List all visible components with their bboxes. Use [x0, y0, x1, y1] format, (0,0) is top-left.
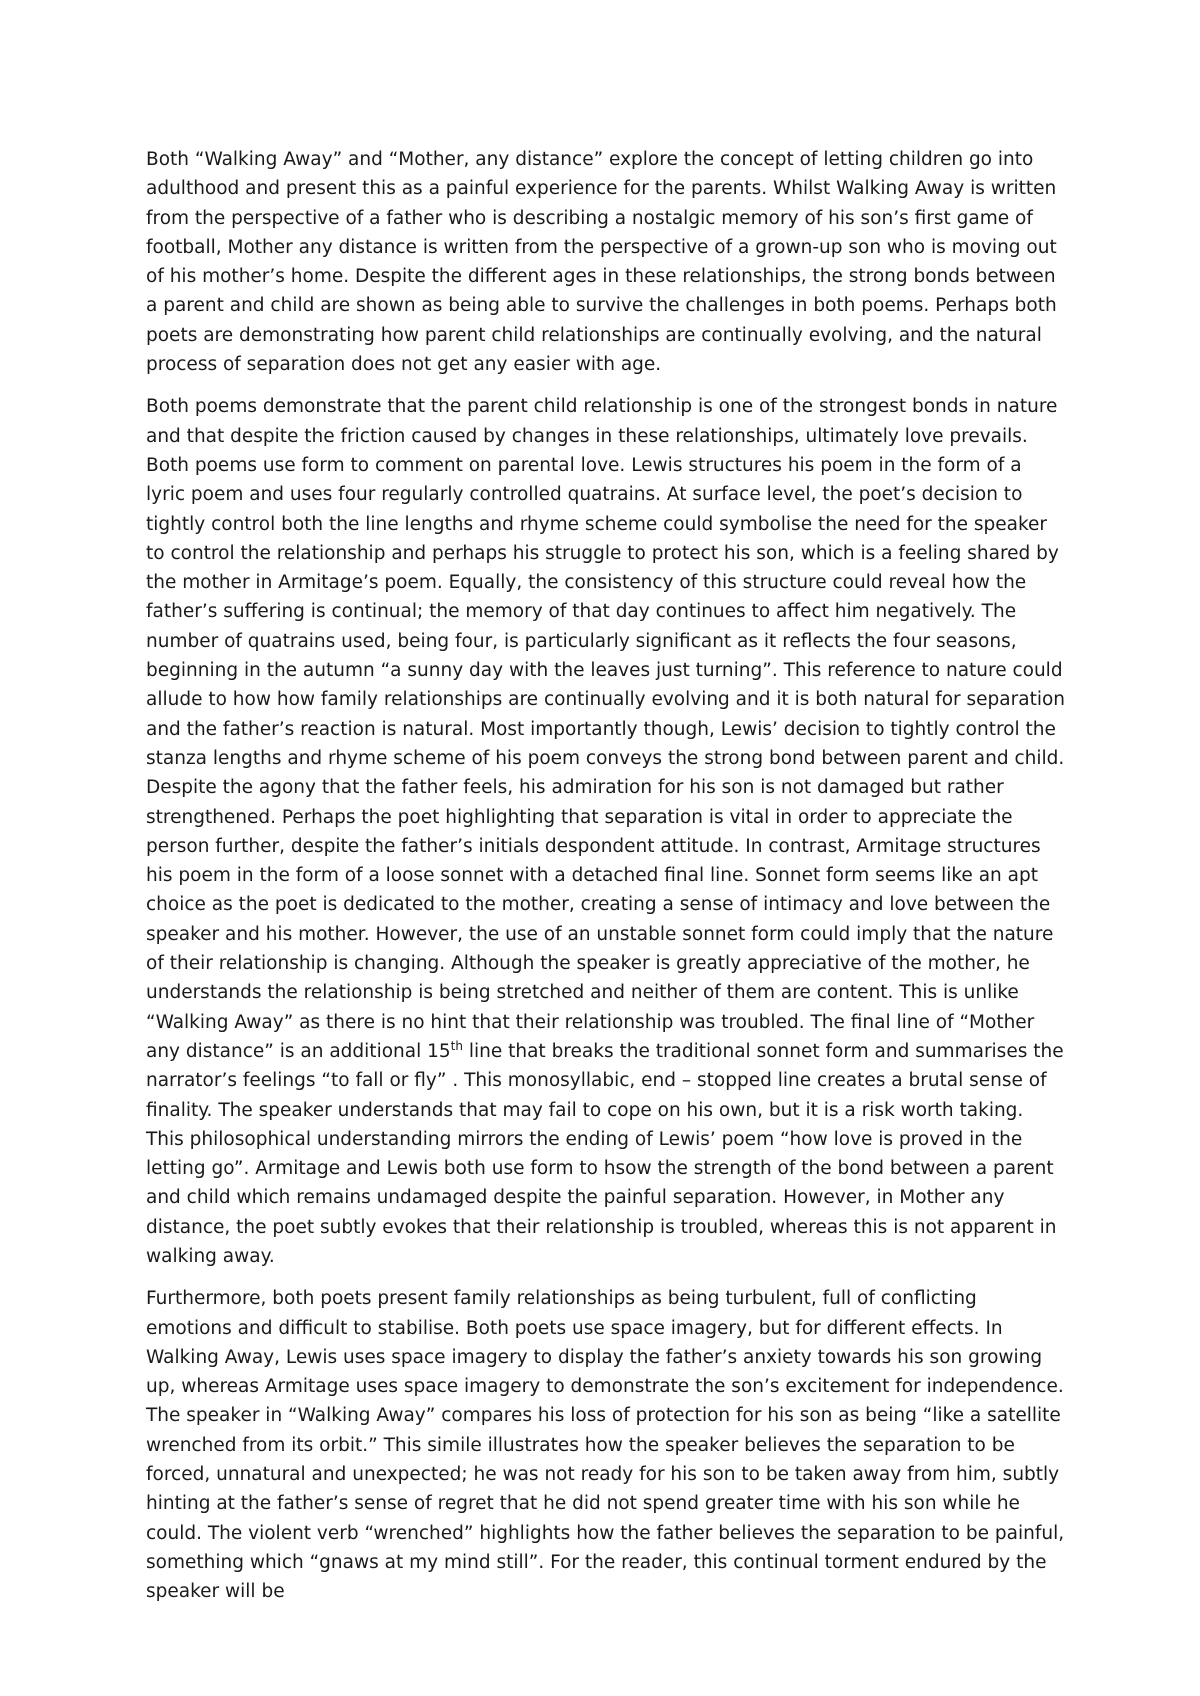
paragraph-space-imagery: Furthermore, both poets present family relationships as being turbulent, full of conflicting emotions and difficult to stabilise. Both poets use space imagery, but for different effects. In Walking Away, Lewis uses space imagery to display the father’s anxiety towards his son growing up, whereas Armitage uses space imagery to demonstrate the son’s excitement for independence. The speaker in “Walking Away” compares his loss of protection for his son as being “like a satellite wrenched from its orbit.” This simile illustrates how the speaker believes the separation to be forced, unnatural and unexpected; he was not ready for his son to be taken away from him, subtly hinting at the father’s sense of regret that he did not spend greater time with his son while he could. The violent verb “wrenched” highlights how the father believes the separation to be painful, something which “gnaws at my mind still”. For the reader, this continual torment endured by the speaker will be — [146, 1288, 1065, 1603]
essay-body — [146, 145, 1066, 1620]
paragraph-form-text-2: line that breaks the traditional sonnet form and summarises the narrator’s feelings “to fall or fly” . This monosyllabic, end – stopped line creates a brutal sense of finality. The speaker understands that may fail to cope on his own, but it is a risk worth taking. This philosophical understanding mirrors the ending of Lewis’ poem “how love is proved in the letting go”. Armitage and Lewis both use form to hsow the strength of the bond between a parent and child which remains undamaged despite the painful separation. However, in Mother any distance, the poet subtly evokes that their relationship is troubled, whereas this is not apparent in walking away. — [146, 1040, 1064, 1267]
paragraph-form-text-1: Both poems demonstrate that the parent child relationship is one of the strongest bonds in nature and that despite the friction caused by changes in these relationships, ultimately love prevails. Both poems use form to comment on parental love. Lewis structures his poem in the form of a lyric poem and uses four regularly controlled quatrains. At surface level, the poet’s decision to tightly control both the line lengths and rhyme scheme could symbolise the need for the speaker to control the relationship and perhaps his struggle to protect his son, which is a feeling shared by the mother in Armitage’s poem. Equally, the consistency of this structure could reveal how the father’s suffering is continual; the memory of that day continues to affect him negatively. The number of quatrains used, being four, is particularly significant as it reflects the four seasons, beginning in the autumn “a sunny day with the leaves just turning”. This reference to nature could allude to how how family relationships are continually evolving and it is both natural for separation and the father’s reaction is natural. Most importantly though, Lewis’ decision to tightly control the stanza lengths and rhyme scheme of his poem conveys the strong bond between parent and child. Despite the agony that the father feels, his admiration for his son is not damaged but rather strengthened. Perhaps the poet highlighting that separation is vital in order to appreciate the person further, despite the father’s initials despondent attitude. In contrast, Armitage structures his poem in the form of a loose sonnet with a detached final line. Sonnet form seems like an apt choice as the poet is dedicated to the mother, creating a sense of intimacy and love between the speaker and his mother. However, the use of an unstable sonnet form could imply that the nature of their relationship is changing. Although the speaker is greatly appreciative of the mother, he understands the relationship is being stretched and neither of them are content. This is unlike “Walking Away” as there is no hint that their relationship was troubled. The final line of “Mother any distance” is an additional 15 — [146, 396, 1066, 1062]
paragraph-introduction: Both “Walking Away” and “Mother, any distance” explore the concept of letting children go into adulthood and present this as a painful experience for the parents. Whilst Walking Away is written from the perspective of a father who is describing a nostalgic memory of his son’s first game of football, Mother any distance is written from the perspective of a grown-up son who is moving out of his mother’s home. Despite the different ages in these relationships, the strong bonds between a parent and child are shown as being able to survive the challenges in both poems. Perhaps both poets are demonstrating how parent child relationships are continually evolving, and the natural process of separation does not get any easier with age. — [146, 149, 1057, 376]
ordinal-superscript: th — [450, 1038, 463, 1053]
paragraph-form-analysis — [146, 392, 1066, 1271]
